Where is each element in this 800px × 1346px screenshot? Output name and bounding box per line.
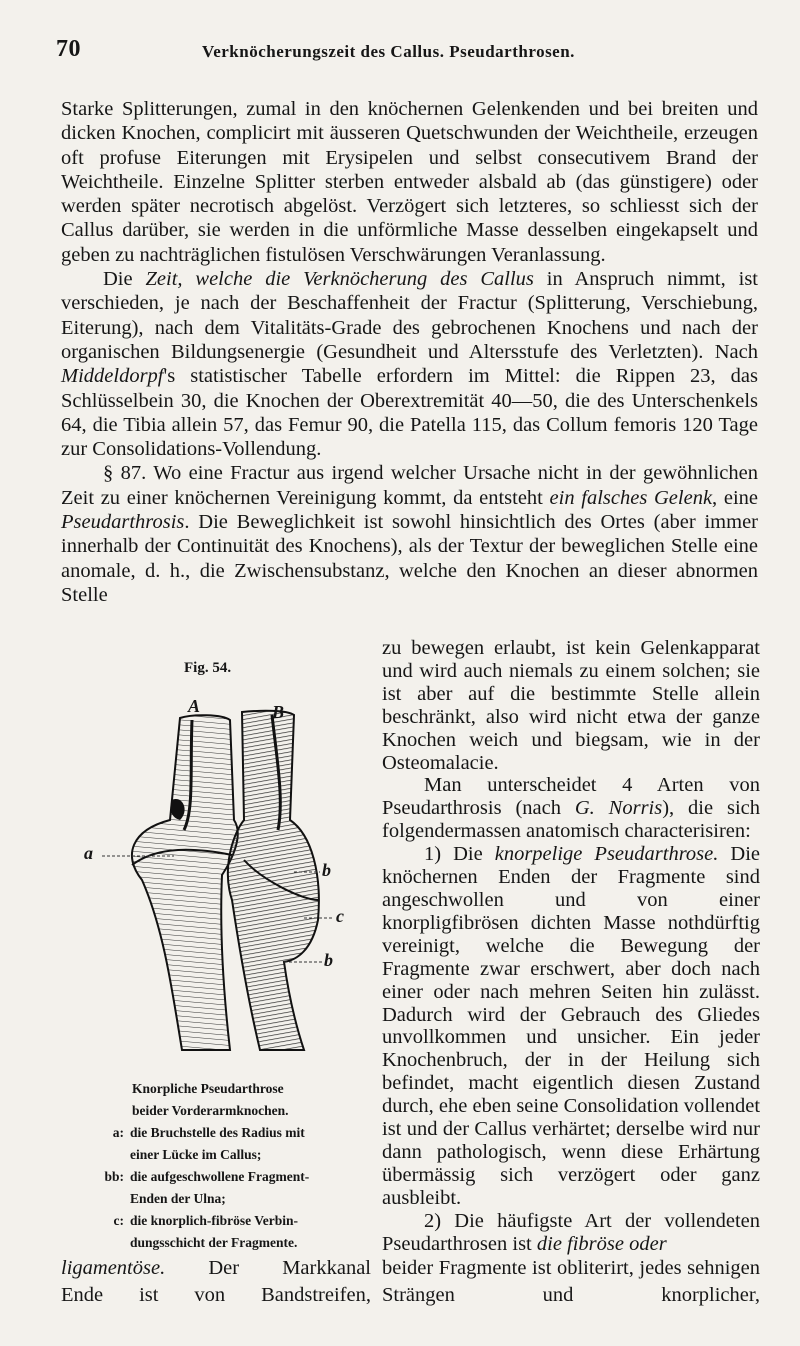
paragraph-continuation: zu bewegen erlaubt, ist kein Gelenkapparat und wird auch niemals zu einem solchen; sie ist aber auf die bestimmte Stelle allein beschränkt, also wird nicht etwa der ganze Knochen weich und biegsam, wie in der Osteomalacie.: [382, 637, 760, 774]
paragraph-section-87: § 87. Wo eine Fractur aus irgend welcher Ursache nicht in der gewöhnlichen Zeit zu einer knöchernen Vereinigung kommt, da entsteht ein falsches Gelenk, eine Pseudarthrosis. Die Beweglichkeit ist sowohl hinsichtlich des Ortes (aber immer innerhalb der Continuität des Knochens), als der Textur der beweglichen Stelle eine anomale, d. h., die Zwischensubstanz, welche den Knochen an dieser abnormen Stelle: [61, 462, 758, 606]
caption-item: bb: die aufgeschwollene Fragment-: [104, 1169, 310, 1184]
ulna-bone: [228, 711, 319, 1050]
paragraph-arten: Man unterscheidet 4 Arten von Pseudarthrosis (nach G. Norris), die sich folgendermassen anatomisch characterisiren:: [382, 774, 760, 843]
body-text-full-width: [61, 97, 758, 607]
paragraph-knorpelige: 1) Die knorpelige Pseudarthrose. Die knöchernen Enden der Fragmente sind angeschwollen und von einer knorpligfibrösen dichten Masse nothdürftig vereinigt, welche die Bewegung der Fragmente zwar erschwert, aber doch nach einer oder nach mehren Seiten hin zulässt. Dadurch wird der Gebrauch des Gliedes unvollkommen und unsicher. Ein jeder Knochenbruch, der in der Heilung sich befindet, macht eigentlich diesen Zustand durch, ehe eben seine Consolidation vollendet ist und der Callus verhärtet; derselbe wird nur dann pathologisch, wenn diese Erhärtung übermässig sich verzögert oder ganz ausbleibt.: [382, 843, 761, 1209]
caption-title-1: Knorpliche Pseudarthrose: [132, 1081, 284, 1096]
paragraph-fibroese: 2) Die häufigste Art der vollendeten Pseudarthrosen ist die fibröse oder: [382, 1209, 760, 1255]
caption-item: Enden der Ulna;: [130, 1191, 226, 1206]
running-title: Verknöcherungszeit des Callus. Pseudarthrosen.: [202, 42, 575, 61]
label-b-upper: b: [322, 860, 331, 880]
label-B: B: [272, 702, 285, 722]
figure-label: Fig. 54.: [184, 660, 232, 676]
caption-item: dungsschicht der Fragmente.: [130, 1235, 298, 1250]
label-b-lower: b: [324, 950, 333, 970]
body-text-right-column: [382, 637, 760, 1255]
caption-item: c: die knorplich-fibröse Verbin-: [113, 1213, 299, 1228]
bottom-lines-left: ligamentöse. Der Markkanal Ende ist von Bandstreifen,: [61, 1257, 371, 1306]
paragraph-callus-zeit: Die Zeit, welche die Verknöcherung des Callus in Anspruch nimmt, ist verschieden, je nach der Beschaffenheit der Fractur (Splitterung, Verschiebung, Eiterung), nach dem Vitalitäts-Grade des gebrochenen Knochens und nach der organischen Bildungsenergie (Gesundheit und Altersstufe des Verletzten). Nach Middeldorpf's statistischer Tabelle erfordern im Mittel: die Rippen 23, das Schlüsselbein 30, die Knochen der Oberextremität 40—50, die des Unterschenkels 64, die Tibia allein 57, das Femur 90, die Patella 115, das Collum femoris 120 Tage zur Consolidations-Vollendung.: [61, 268, 758, 461]
radius-bone: [132, 715, 238, 1050]
bottom-line-right: beider Fragmente ist obliterirt, jedes sehnigen Strängen und knorplicher,: [382, 1257, 760, 1306]
label-A: A: [188, 696, 201, 716]
figure-54: [72, 660, 372, 1080]
caption-item: a: die Bruchstelle des Radius mit: [112, 1125, 305, 1140]
page-number: 70: [56, 36, 81, 62]
caption-title-2: beider Vorderarmknochen.: [132, 1103, 289, 1118]
label-a: a: [84, 843, 93, 863]
paragraph-splitterungen: Starke Splitterungen, zumal in den knöchernen Gelenkenden und bei breiten und dicken Knochen, complicirt mit äusseren Quetschwunden der Weichtheile, erzeugen oft profuse Eiterungen mit Erysipelen und selbst consecutivem Brand der Weichtheile. Einzelne Splitter sterben entweder alsbald ab (das günstigere) oder werden später necrotisch abgelöst. Verzögert sich letzteres, so schliesst sich der Callus darüber, sie werden in die unförmliche Masse desselben eingekapselt und geben zu nachträglichen fistulösen Verschwärungen Veranlassung.: [61, 98, 758, 266]
label-c: c: [336, 906, 344, 926]
caption-item: einer Lücke im Callus;: [130, 1147, 262, 1162]
figure-caption: [72, 1078, 372, 1254]
